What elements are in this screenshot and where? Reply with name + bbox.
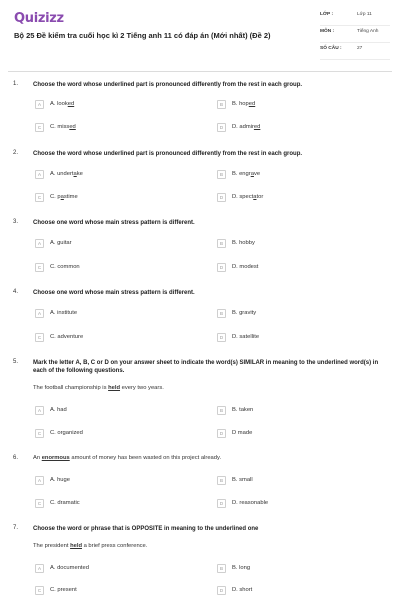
option-letter-box: B (217, 309, 226, 318)
header-divider (8, 71, 392, 72)
option-a[interactable]: A A. documented (35, 562, 89, 574)
question-text: An enormous amount of money has been wasted on this project already. (33, 455, 222, 461)
option-letter-box: C (35, 429, 44, 438)
option-letter-box: C (35, 263, 44, 272)
option-c[interactable]: C C. dramatic (35, 497, 80, 509)
option-c[interactable]: C C. common (35, 261, 80, 273)
option-c[interactable]: C C. missed (35, 121, 76, 133)
option-letter-box: D (217, 586, 226, 595)
option-d[interactable]: D D. satellite (217, 331, 259, 343)
option-c[interactable]: C C. organized (35, 427, 83, 439)
option-a[interactable]: A A. guitar (35, 237, 72, 249)
option-letter-box: A (35, 564, 44, 573)
question-text: Choose the word whose underlined part is pronounced differently from the rest in each group. (33, 82, 303, 88)
question-number: 1. (13, 81, 19, 87)
option-letter-box: A (35, 406, 44, 415)
option-letter-box: B (217, 476, 226, 485)
option-c[interactable]: C C. adventure (35, 331, 83, 343)
option-letter-box: A (35, 309, 44, 318)
option-d[interactable]: D D made (217, 427, 252, 439)
meta-value: 27 (357, 46, 363, 51)
option-letter-box: B (217, 239, 226, 248)
option-letter-box: D (217, 193, 226, 202)
option-letter-box: B (217, 170, 226, 179)
question-number: 4. (13, 289, 19, 295)
meta-row-class (320, 12, 390, 26)
option-a[interactable]: A A. huge (35, 474, 70, 486)
option-letter-box: B (217, 564, 226, 573)
meta-label: LỚP : (320, 12, 334, 17)
document-title: Bộ 25 Đề kiểm tra cuối học kì 2 Tiếng anh 11 có đáp án (Mới nhất) (Đề 2) (14, 31, 271, 40)
question-number: 2. (13, 150, 19, 156)
option-letter-box: B (217, 406, 226, 415)
option-letter-box: D (217, 429, 226, 438)
option-d[interactable]: D D. short (217, 584, 252, 596)
option-letter-box: C (35, 123, 44, 132)
question-text: Choose one word whose main stress pattern is different. (33, 290, 195, 296)
option-letter-box: A (35, 100, 44, 109)
option-d[interactable]: D D. reasonable (217, 497, 268, 509)
option-a[interactable]: A A. institute (35, 307, 77, 319)
option-letter-box: A (35, 170, 44, 179)
option-b[interactable]: B B. hobby (217, 237, 255, 249)
option-letter-box: C (35, 193, 44, 202)
option-b[interactable]: B B. long (217, 562, 250, 574)
meta-label: SỐ CÂU : (320, 46, 342, 51)
option-letter-box: D (217, 123, 226, 132)
question-number: 7. (13, 525, 19, 531)
question-number: 6. (13, 455, 19, 461)
option-b[interactable]: B B. gravity (217, 307, 256, 319)
option-letter-box: C (35, 499, 44, 508)
meta-value: Lớp 11 (357, 12, 372, 17)
option-letter-box: D (217, 263, 226, 272)
meta-label: MÔN : (320, 29, 335, 34)
question-text: Mark the letter A, B, C or D on your answer sheet to indicate the word(s) SIMILAR in meaning to the underlined word(s) in each of the following questions. (33, 360, 379, 374)
option-b[interactable]: B B. engrave (217, 168, 260, 180)
option-a[interactable]: A A. undertake (35, 168, 83, 180)
option-letter-box: A (35, 476, 44, 485)
question-text: Choose one word whose main stress pattern is different. (33, 220, 195, 226)
option-d[interactable]: D D. admired (217, 121, 260, 133)
option-letter-box: B (217, 100, 226, 109)
meta-info-box (320, 12, 390, 63)
meta-row-subject (320, 29, 390, 43)
meta-value: Tiếng Anh (357, 29, 379, 34)
question-number: 5. (13, 359, 19, 365)
option-a[interactable]: A A. had (35, 404, 67, 416)
option-letter-box: D (217, 333, 226, 342)
question-number: 3. (13, 219, 19, 225)
option-b[interactable]: B B. taken (217, 404, 253, 416)
question-sentence: The football championship is held every two years. (33, 385, 164, 391)
meta-row-count (320, 46, 390, 60)
option-d[interactable]: D D. spectator (217, 191, 263, 203)
option-a[interactable]: A A. looked (35, 98, 74, 110)
option-b[interactable]: B B. hoped (217, 98, 255, 110)
question-text: Choose the word whose underlined part is pronounced differently from the rest in each group. (33, 151, 303, 157)
option-c[interactable]: C C. pastime (35, 191, 78, 203)
question-text: Choose the word or phrase that is OPPOSITE in meaning to the underlined one (33, 526, 259, 532)
option-c[interactable]: C C. present (35, 584, 77, 596)
option-letter-box: C (35, 586, 44, 595)
option-b[interactable]: B B. small (217, 474, 253, 486)
option-d[interactable]: D D. modest (217, 261, 258, 273)
quizizz-logo: Quizizz (14, 11, 64, 26)
document-header (0, 0, 400, 72)
option-letter-box: C (35, 333, 44, 342)
option-letter-box: A (35, 239, 44, 248)
option-letter-box: D (217, 499, 226, 508)
question-sentence: The president held a brief press conference. (33, 543, 148, 549)
